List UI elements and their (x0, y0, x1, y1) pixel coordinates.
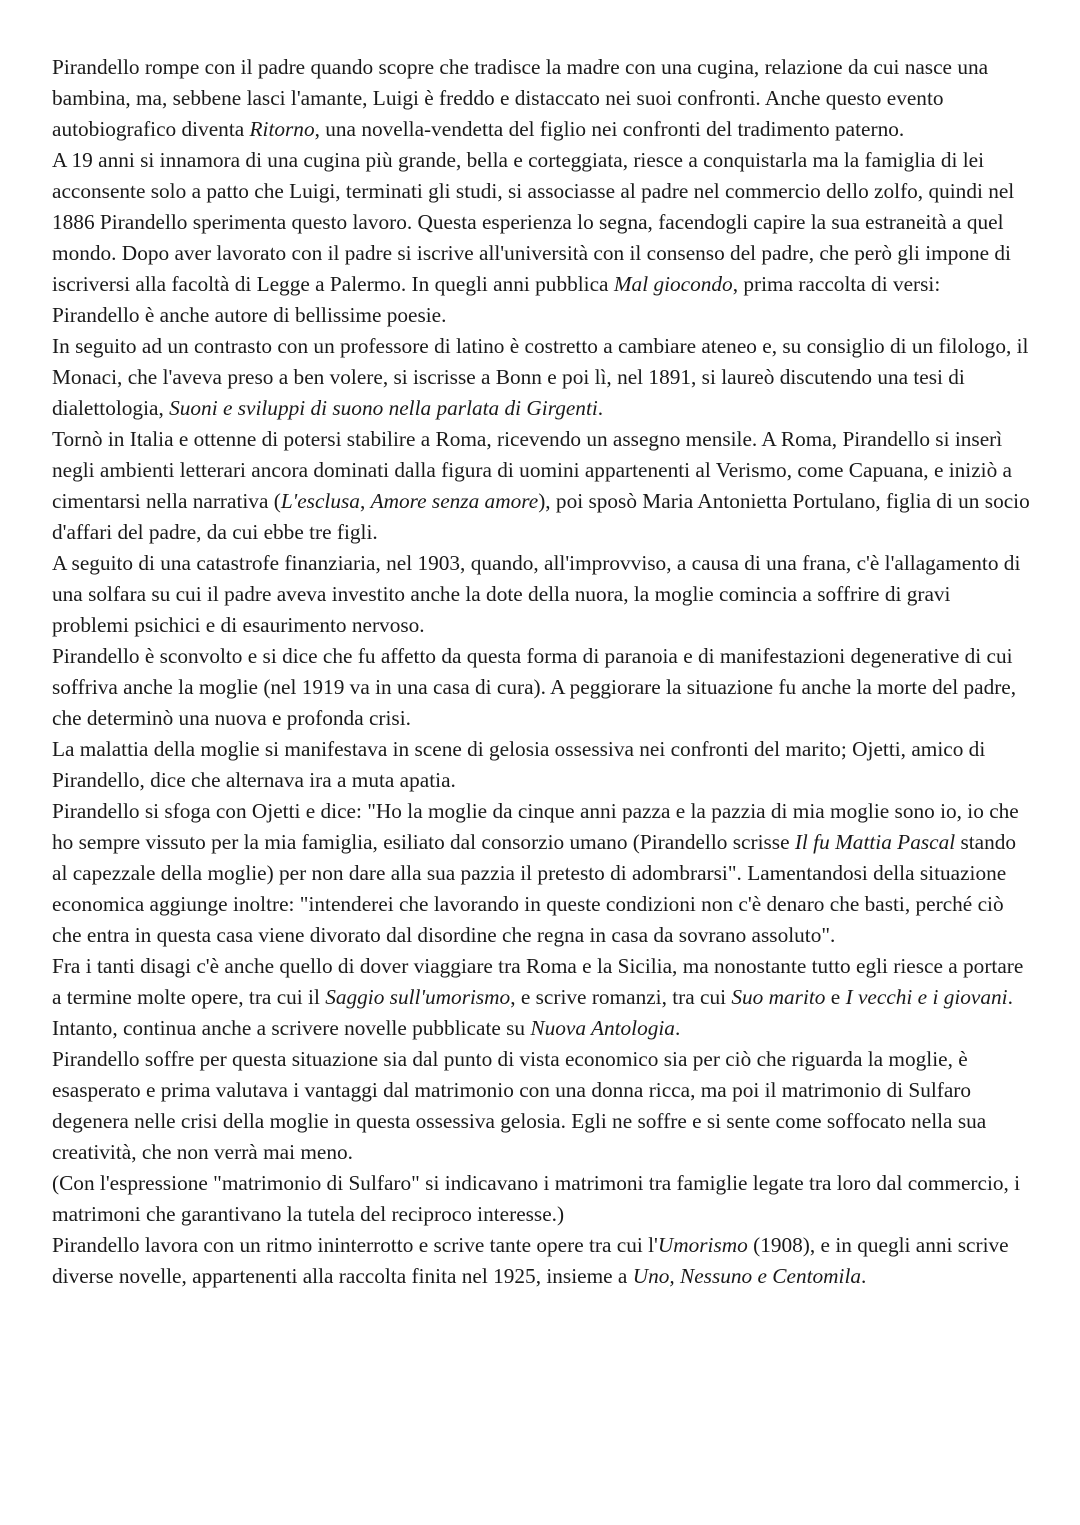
paragraph-text: . (861, 1264, 867, 1288)
paragraph-10 (52, 1044, 1032, 1168)
paragraph-text: La malattia della moglie si manifestava in scene di gelosia ossessiva nei confronti del marito; Ojetti, amico di Pirandello, dice che alternava ira a muta apatia. (52, 737, 986, 792)
paragraph-2 (52, 145, 1032, 331)
italic-title: I vecchi e i giovani (845, 985, 1008, 1009)
paragraph-text: A seguito di una catastrofe finanziaria, nel 1903, quando, all'improvviso, a causa di una frana, c'è l'allagamento di una solfara su cui il padre aveva investito anche la dote della nuora, la moglie comincia a soffrire di gravi problemi psichici e di esaurimento nervoso. (52, 551, 1021, 637)
paragraph-11 (52, 1168, 1032, 1230)
paragraph-text: Pirandello è sconvolto e si dice che fu affetto da questa forma di paranoia e di manifestazioni degenerative di cui soffriva anche la moglie (nel 1919 va in una casa di cura). A peggiorare la situazione fu anche la morte del padre, che determinò una nuova e profonda crisi. (52, 644, 1017, 730)
italic-title: Il fu Mattia Pascal (794, 830, 956, 854)
paragraph-text: Pirandello soffre per questa situazione sia dal punto di vista economico sia per ciò che riguarda la moglie, è esasperato e prima valutava i vantaggi dal matrimonio con una donna ricca, ma poi il matrimonio di Sulfaro degenera nelle crisi della moglie in questa ossessiva gelosia. Egli ne soffre e si sente come soffocato nella sua creatività, che non verrà mai meno. (52, 1047, 987, 1164)
paragraph-text: Pirandello si sfoga con Ojetti e dice: "Ho la moglie da cinque anni pazza e la pazzia di mia moglie sono io, io che ho sempre vissuto per la mia famiglia, esiliato dal consorzio umano (Pirandello scrisse (52, 799, 1019, 854)
paragraph-text: , e scrive romanzi, tra cui (510, 985, 732, 1009)
paragraph-text: ), poi sposò Maria Antonietta Portulano, figlia di un socio d'affari del padre, da cui ebbe tre figli. (52, 489, 1030, 544)
paragraph-4 (52, 424, 1032, 548)
paragraph-text: In seguito ad un contrasto con un professore di latino è costretto a cambiare ateneo e, su consiglio di un filologo, il Monaci, che l'aveva preso a ben volere, si iscrisse a Bonn e poi lì, nel 1891, si laureò discutendo una tesi di dialettologia, (52, 334, 1029, 420)
italic-title: L'esclusa (280, 489, 360, 513)
italic-title: Ritorno (249, 117, 315, 141)
paragraph-text: Tornò in Italia e ottenne di potersi stabilire a Roma, ricevendo un assegno mensile. A Roma, Pirandello si inserì negli ambienti letterari ancora dominati dalla figura di uomini appartenenti al Verismo, come Capuana, e iniziò a cimentarsi nella narrativa ( (52, 427, 1013, 513)
paragraph-7 (52, 734, 1032, 796)
paragraph-8 (52, 796, 1032, 951)
paragraph-1 (52, 52, 1032, 145)
paragraph-text: Pirandello rompe con il padre quando scopre che tradisce la madre con una cugina, relazione da cui nasce una bambina, ma, sebbene lasci l'amante, Luigi è freddo e distaccato nei suoi confronti. Anche questo evento autobiografico diventa (52, 55, 989, 141)
italic-title: Umorismo (657, 1233, 748, 1257)
paragraph-text: (1908), e in quegli anni scrive diverse novelle, appartenenti alla raccolta finita nel 1925, insieme a (52, 1233, 1009, 1288)
document-body (52, 52, 1032, 1292)
paragraph-3 (52, 331, 1032, 424)
italic-title: Mal giocondo (613, 272, 733, 296)
paragraph-text: Pirandello lavora con un ritmo ininterrotto e scrive tante opere tra cui l' (52, 1233, 658, 1257)
paragraph-6 (52, 641, 1032, 734)
paragraph-text: e (825, 985, 846, 1009)
paragraph-5 (52, 548, 1032, 641)
paragraph-9 (52, 951, 1032, 1044)
italic-title: Uno, Nessuno e Centomila (632, 1264, 862, 1288)
paragraph-12 (52, 1230, 1032, 1292)
italic-title: Amore senza amore (370, 489, 539, 513)
paragraph-text: Fra i tanti disagi c'è anche quello di dover viaggiare tra Roma e la Sicilia, ma nonostante tutto egli riesce a portare a termine molte opere, tra cui il (52, 954, 1024, 1009)
paragraph-text: (Con l'espressione "matrimonio di Sulfaro" si indicavano i matrimoni tra famiglie legate tra loro dal commercio, i matrimoni che garantivano la tutela del reciproco interesse.) (52, 1171, 1021, 1226)
paragraph-text: . (597, 396, 604, 420)
paragraph-text: , (359, 489, 371, 513)
italic-title: Nuova Antologia (530, 1016, 675, 1040)
paragraph-text: , una novella-vendetta del figlio nei confronti del tradimento paterno. (314, 117, 905, 141)
paragraph-text: . Intanto, continua anche a scrivere novelle pubblicate su (52, 985, 1013, 1040)
paragraph-text: , prima raccolta di versi: Pirandello è anche autore di bellissime poesie. (52, 272, 941, 327)
italic-title: Suo marito (731, 985, 826, 1009)
paragraph-text: . (674, 1016, 681, 1040)
paragraph-text: A 19 anni si innamora di una cugina più grande, bella e corteggiata, riesce a conquistarla ma la famiglia di lei acconsente solo a patto che Luigi, terminati gli studi, si associasse al padre nel commercio dello zolfo, quindi nel 1886 Pirandello sperimenta questo lavoro. Questa esperienza lo segna, facendogli capire la sua estraneità a quel mondo. Dopo aver lavorato con il padre si iscrive all'università con il consenso del padre, che però gli impone di iscriversi alla facoltà di Legge a Palermo. In quegli anni pubblica (52, 148, 1015, 296)
paragraph-text: stando al capezzale della moglie) per non dare alla sua pazzia il pretesto di adombrarsi". Lamentandosi della situazione economica aggiunge inoltre: "intenderei che lavorando in queste condizioni non c'è denaro che basti, perché ciò che entra in questa casa viene divorato dal disordine che regna in casa da sovrano assoluto". (52, 830, 1017, 947)
italic-title: Saggio sull'umorismo (325, 985, 511, 1009)
italic-title: Suoni e sviluppi di suono nella parlata di Girgenti (169, 396, 598, 420)
